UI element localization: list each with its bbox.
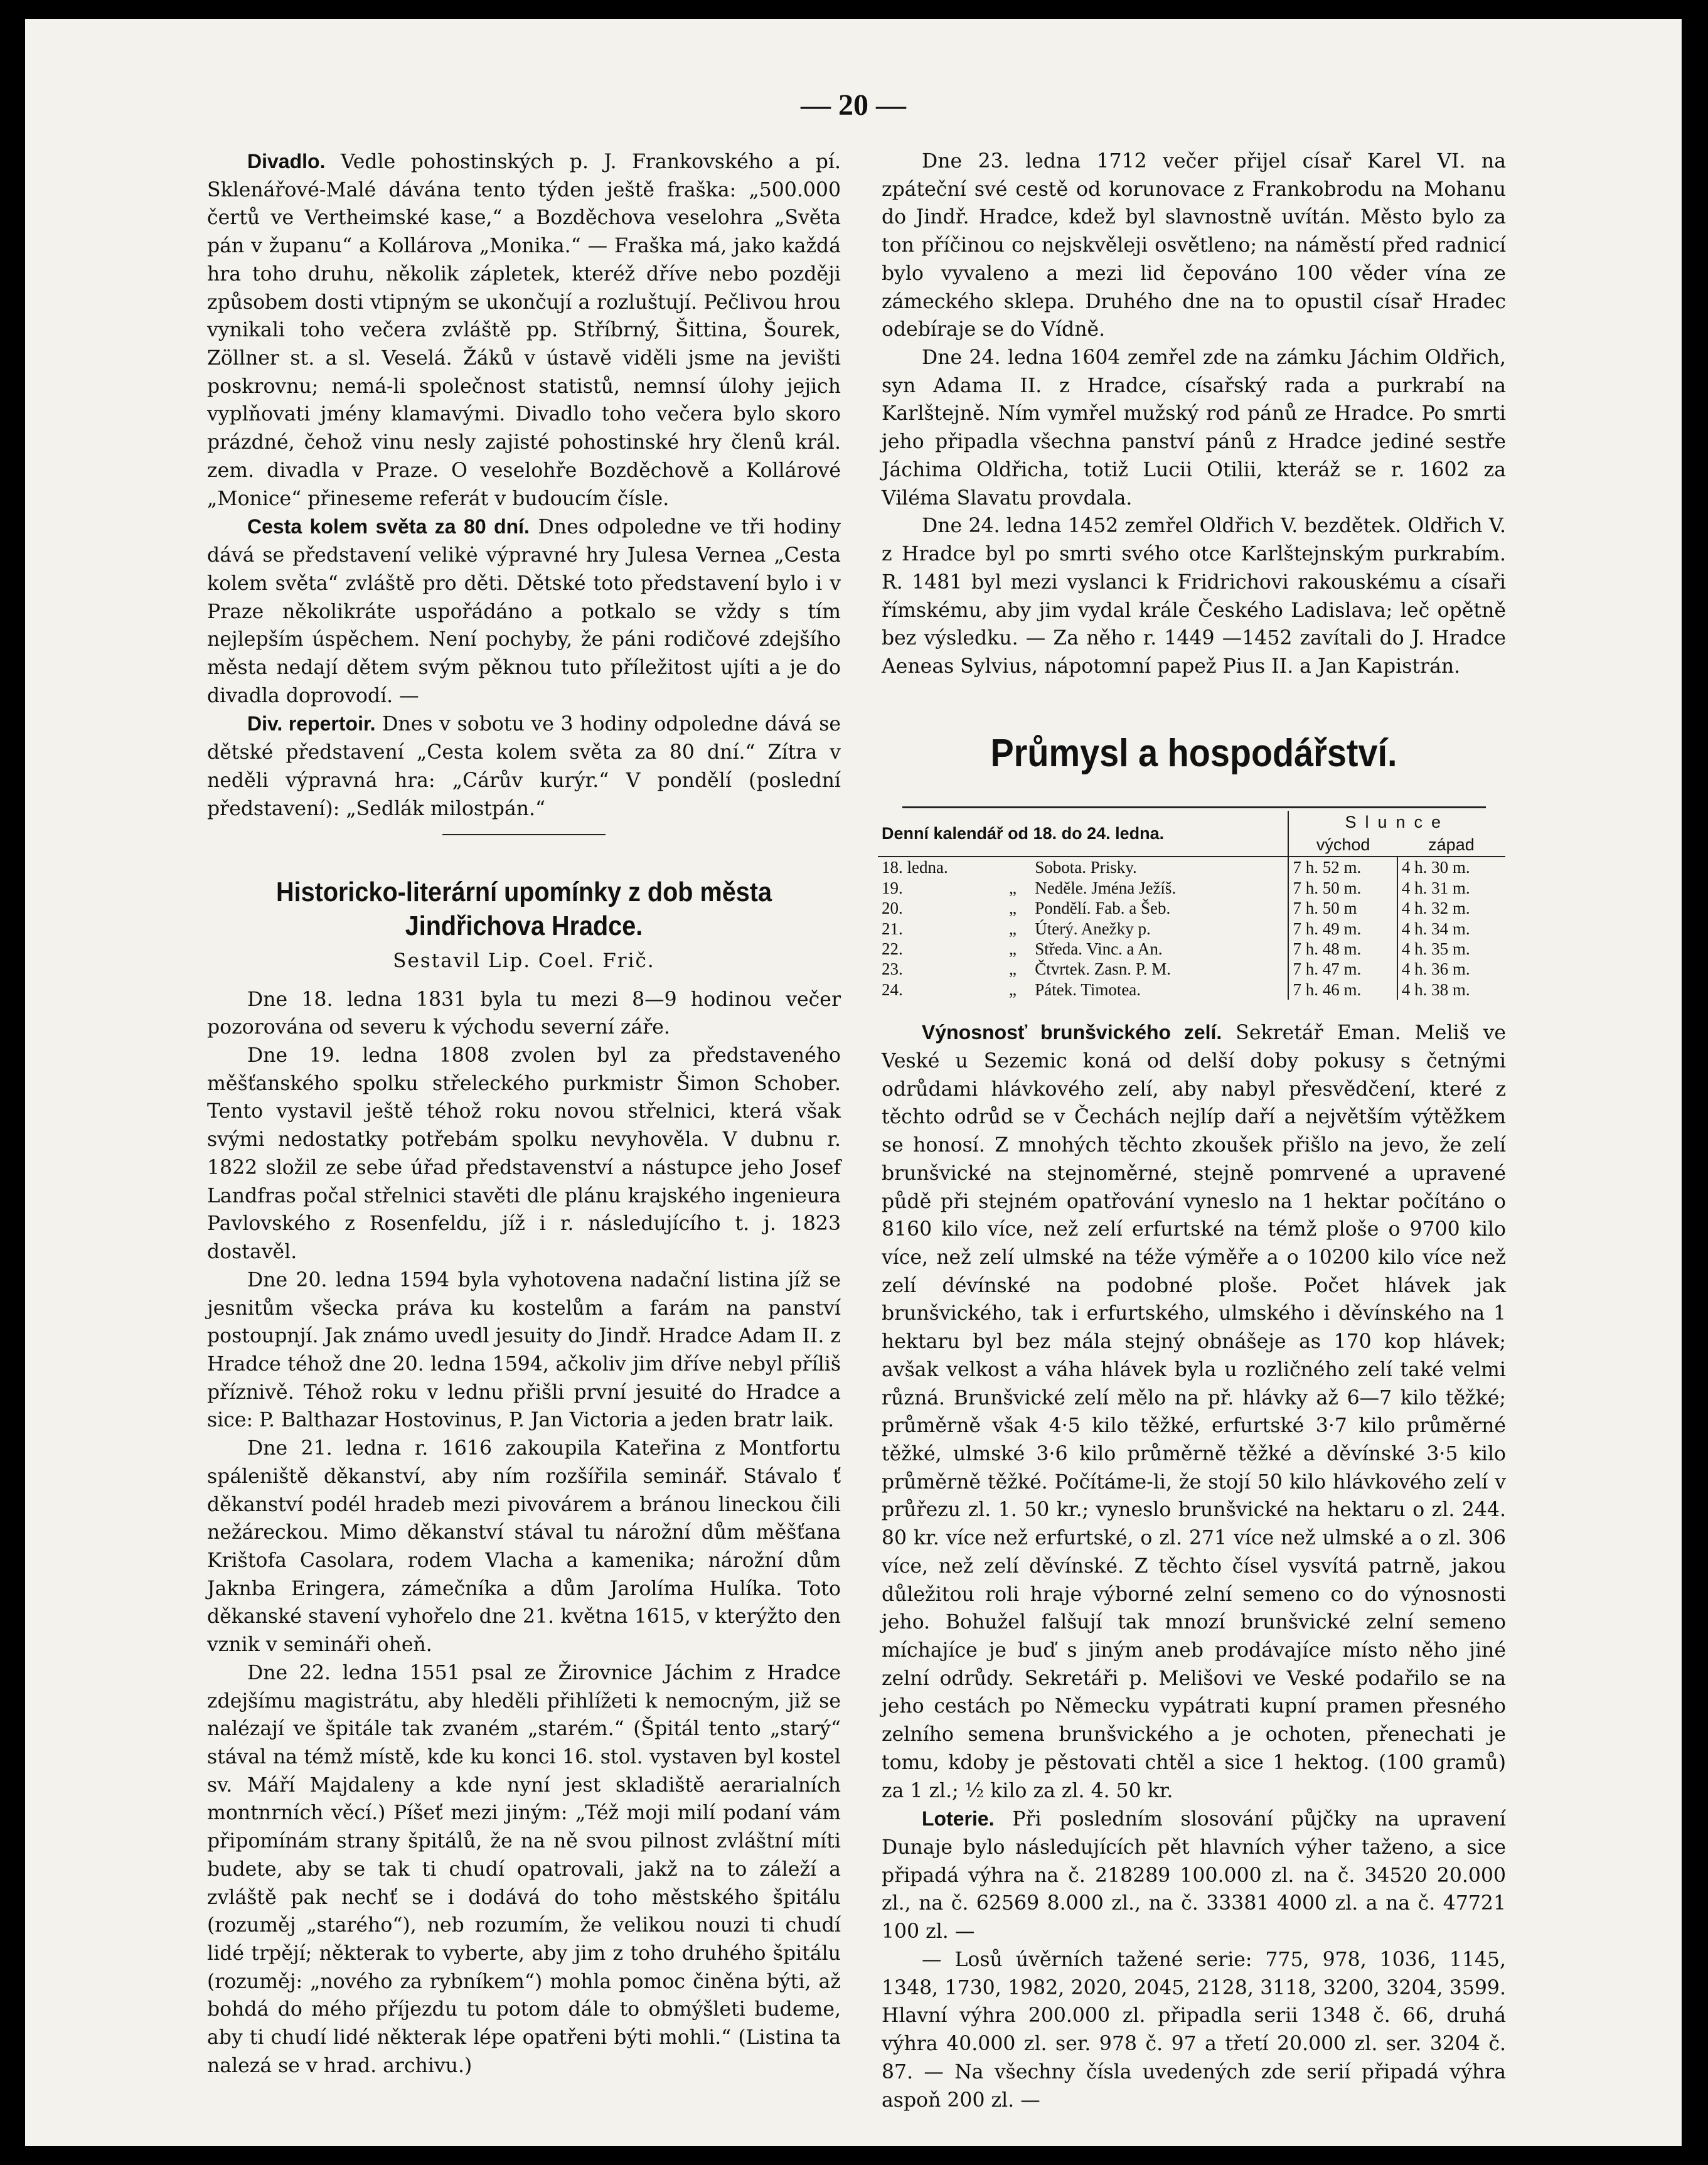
calendar-name: Pondělí. Fab. a Šeb. [1035,899,1171,918]
calendar-sunset: 4 h. 35 m. [1397,939,1505,959]
calendar-day: 22. [882,939,903,959]
theatre-text: Vedle pohostinských p. J. Frankovského a pí. Sklenářové-Malé dávána tento týden ještě fraška: „500.000 čertů ve Vertheimské kase,“ a Bozděchova veselohra „Světa pán v županu“ a Kollárova „Monika.“ — Fraška má, jako každá hra toho druhu, několik zápletek, kteréž dříve nebo později způsobem dosti vtipným se ukončují a rozluštují. Pečlivou hrou vynikali toho večera zvláště pp. Stříbrný, Šittina, Šourek, Zöllner st. a sl. Veselá. Žáků v ústavě viděli jsme na jevišti poskrovnu; nemá-li společnost statistů, nemnsí úlohy jejich vyplňovati jmény klamavými. Divadlo toho večera bylo skoro prázdné, čehož vinu nesly zajisté pohostinské hry členů král. zem. divadla v Praze. O veselohře Bozděchově a Kollárové „Monice“ přineseme referát v budoucím čísle. [207,151,841,510]
calendar-sunrise-header: východ [1288,833,1397,857]
calendar-ditto: „ [1008,899,1017,918]
calendar-ditto: „ [1008,960,1017,979]
left-column [207,147,841,2080]
calendar-name: Čtvrtek. Zasn. P. M. [1035,960,1172,979]
calendar-sunrise: 7 h. 48 m. [1288,939,1397,959]
calendar-sunset: 4 h. 31 m. [1397,878,1505,898]
calendar-name: Sobota. Prisky. [1035,858,1137,877]
lottery-text: Při posledním slosování půjčky na upravení Dunaje bylo následujících pět hlavních výher taženo, a sice připadá výhra na č. 218289 100.000 zl. na č. 34520 20.000 zl., na č. 62569 8.000 zl., na č. 33381 4000 zl. a na č. 47721 100 zl. — [882,1808,1506,1943]
calendar-row [878,919,1505,939]
calendar-row [878,898,1505,918]
history-byline: Sestavil Lip. Coel. Frič. [393,949,655,972]
right-column [882,147,1506,2114]
verne-text: Dnes odpoledne ve tři hodiny dává se představení velikė výpravné hry Julesa Vernea „Cesta kolem světa“ zvláště pro děti. Dětské toto představení bylo i v Praze několikráte uspořádáno a potkalo se vždy s tím nejlepším úspěchem. Není pochyby, že páni rodičové zdejšího města nedají dětem svým pěknou tuto příležitost ujíti a je do divadla doprovodí. — [207,516,841,707]
calendar-sunset: 4 h. 36 m. [1397,959,1505,979]
history-entry: Dne 22. ledna 1551 psal ze Žirovnice Jáchim z Hradce zdejšímu magistrátu, aby hleděli přihlížeti k nemocným, již se nalézají ve špitále tak zvaném „starém.“ (Špitál tento „starý“ stával na témž místě, kde ku konci 16. stol. vystaven byl kostel sv. Máří Majdaleny a kde nyní jest skladiště aerarialních montnrních věcí.) Píšeť mezi jiným: „Též moji milí podaní vám připomínám strany špitálů, že na ně svou pilnost zvláštní míti budete, aby se tak ti chudí opatrovali, jakž na to záleží a zvláště pak nechť se i dodává do toho městského špitálu (rozuměj „starého“), neb rozumím, že velikou nouzi ti chudí lidé trpějí; některak to vyberte, aby jim z toho druhého špitálu (rozuměj: „nového za rybníkem“) mohla pomoc činěna býti, až bohdá do mého příjezdu tu potom dále to obmýšleti budeme, aby ti chudí lidé některak lépe opatřeni býti mohli.“ (Listina ta nalezá se v hrad. archivu.) [207,1661,841,2077]
calendar-row [878,959,1505,979]
newspaper-page [25,19,1682,2146]
calendar-ditto: „ [1008,939,1017,959]
calendar-name: Středa. Vinc. a An. [1035,939,1163,959]
calendar-sunset: 4 h. 30 m. [1397,857,1505,877]
calendar-row [878,980,1505,1000]
history-entry: Dne 23. ledna 1712 večer přijel císař Karel VI. na zpáteční své cestě od korunovace z Frankobrodu na Mohanu do Jindř. Hradce, kdež byl slavnostně uvítán. Město bylo za ton příčinou co nejskvěleji osvětleno; na náměstí před radnicí bylo vyvaleno a mezi lid čepováno 100 věder vína ze zámeckého sklepa. Druhého dne na to opustil císař Hradec odebíraje se do Vídně. [882,150,1506,341]
calendar-ditto [1005,857,1031,877]
repertoire-text: Dnes v sobotu ve 3 hodiny odpoledne dává se dětské představení „Cesta kolem světa za 80 dní.“ Zítra v neděli výpravná hra: „Cárův kurýr.“ V pondělí (poslední představení): „Sedlák milostpán.“ [207,713,841,820]
calendar-day: 20. [882,899,903,918]
calendar-name: Neděle. Jména Ježíš. [1035,878,1177,897]
calendar-sunset: 4 h. 32 m. [1397,898,1505,918]
calendar-ditto: „ [1008,878,1017,897]
daily-calendar-table [878,811,1505,1000]
calendar-sunrise: 7 h. 49 m. [1288,919,1397,939]
history-entry: Dne 18. ledna 1831 byla tu mezi 8—9 hodinou večer pozorována od severu k východu severní záře. [207,988,841,1039]
calendar-row [878,878,1505,898]
calendar-sunrise: 7 h. 52 m. [1288,857,1397,877]
page-number: — 20 — [801,88,906,122]
cabbage-paragraph [882,1018,1506,1805]
separator-rule [442,834,606,835]
calendar-row [878,939,1505,959]
calendar-title: Denní kalendář od 18. do 24. ledna. [878,811,1288,857]
theatre-paragraph [207,147,841,513]
calendar-sunset-header: západ [1397,833,1505,857]
calendar-name: Úterý. Anežky p. [1035,919,1151,938]
calendar-day: 18. ledna. [882,858,948,877]
lottery-paragraph-2: — Losů úvěrních tažené serie: 775, 978, 1036, 1145, 1348, 1730, 1982, 2020, 2045, 2128, 3118, 3200, 3204, 3599. Hlavní výhra 200.000 zl. připadla serii 1348 č. 66, druhá výhra 40.000 zl. ser. 978 č. 97 a třetí 20.000 zl. ser. 3204 č. 87. — Na všechny čísla uvedených zde serií připadá výhra aspoň 200 zl. — [882,1948,1506,2112]
repertoire-heading: Div. repertoir. [247,712,376,735]
repertoire-paragraph [207,710,841,823]
calendar-top-rule [902,806,1486,808]
history-entry: Dne 24. ledna 1452 zemřel Oldřich V. bezdětek. Oldřich V. z Hradce byl po smrti svého otce Karlštejnským purkrabím. R. 1481 byl mezi vyslanci k Fridrichovi rakouskému a císaři římskému, aby jim vydal krále Českého Ladislava; leč opětně bez výsledku. — Za něho r. 1449 —1452 zavítali do J. Hradce Aeneas Sylvius, nápotomní papež Pius II. a Jan Kapistrán. [882,515,1506,678]
calendar-sunset: 4 h. 34 m. [1397,919,1505,939]
calendar-day: 21. [882,919,903,938]
calendar-sunrise: 7 h. 50 m. [1288,878,1397,898]
history-entry: Dne 24. ledna 1604 zemřel zde na zámku Jáchim Oldřich, syn Adama II. z Hradce, císařský rada a purkrabí na Karlštejně. Ním vymřel mužský rod pánů ze Hradce. Po smrti jeho připadla všechna panství pánů z Hradce jediné sestře Jáchima Oldřicha, totiž Lucii Otilii, kteráž se r. 1602 za Viléma Slavatu provdala. [882,346,1506,510]
history-entry: Dne 19. ledna 1808 zvolen byl za představeného měšťanského spolku střeleckého purkmistr Šimon Schober. Tento vystavil ještě téhož roku novou střelnici, která však svými nedostatky potřebám spolku nevyhověla. V dubnu r. 1822 složil ze sebe úřad představenství a nástupce jeho Josef Landfras počal střelnici stavěti dle plánu krajského ingenieura Pavlovského z Rosenfeldu, jíž i r. následujícího t. j. 1823 dostavěl. [207,1044,841,1264]
verne-paragraph [207,513,841,710]
calendar-day: 19. [882,878,903,897]
calendar-sunrise: 7 h. 47 m. [1288,959,1397,979]
calendar-sunrise: 7 h. 46 m. [1288,980,1397,1000]
history-entry: Dne 20. ledna 1594 byla vyhotovena nadační listina jíž se jesnitům všecka práva ku kostelům a farám na panství postoupnjí. Jak známo uvedl jesuity do Jindř. Hradce Adam II. z Hradce téhož dne 20. ledna 1594, ačkoliv jim dříve nebyl příliš příznivě. Téhož roku v lednu přišli první jesuité do Hradce a sice: P. Balthazar Hostovinus, P. Jan Victoria a jeden bratr laik. [207,1268,841,1432]
calendar-sun-header: Slunce [1288,811,1505,833]
theatre-heading: Divadlo. [247,150,326,173]
lottery-paragraph [882,1805,1506,1946]
cabbage-text: Sekretář Eman. Meliš ve Veské u Sezemic koná od delší doby pokusy s četnými odrůdami hlávkového zelí, aby nabyl přesvědčení, které z těchto odrůd se v Čechách nejlíp daří a největším výtěžkem se honosí. Z mnohých těchto zkoušek přišlo na jevo, že zelí brunšvické na stejnoměrné, stejně pomrvené a upravené půdě při stejném opatřování vyneslo na 1 hektar počítáno o 8160 kilo více, než zelí erfurtské na témž ploše o 9700 kilo více, než zelí ulmské na téže výměře a o 10200 kilo více než zelí dévínské na podobné ploše. Počet hlávek jak brunšvického, tak i erfurtského, ulmského i děvínského na 1 hektaru byl bez mála stejný obnášeje as 170 kop hlávek; avšak velkost a váha hlávek byla u rozličného zelí také velmi různá. Brunšvické zelí mělo na př. hlávky až 6—7 kilo těžké; průměrně však 4·5 kilo těžké, erfurtské 3·7 kilo průměrné těžké, ulmské 3·6 kilo průměrně těžké a děvínské 3·5 kilo průměrně těžké. Počítáme-li, že stojí 50 kilo hlávkového zelí v průřezu zl. 1. 50 kr.; vyneslo brunšvické na hektaru o zl. 244. 80 kr. více než erfurtské, o zl. 271 více než ulmské a o zl. 306 více, než zelí děvínské. Z těchto čísel vysvítá patrně, jakou důležitou roli hraje výborné zelní semeno co do výnosnosti jeho. Bohužel falšují tak mnozí brunšvické zelní semeno míchajíce je buď s jiným aneb prodávajíce místo něho jiné zelní odrůdy. Sekretáři p. Melišovi ve Veské podařilo se na jeho cestách po Německu vypátrati kupní pramen přesného zelního semena brunšvického a je ochoten, přenechati je tomu, kdoby je pěstovati chtěl a sice 1 hektog. (100 gramů) za 1 zl.; ⅟₂ kilo za zl. 4. 50 kr. [882,1022,1507,1802]
lottery-heading: Loterie. [922,1807,995,1831]
calendar-day: 24. [882,980,903,999]
history-entry: Dne 21. ledna r. 1616 zakoupila Kateřina z Montfortu spáleniště děkanství, aby ním rozšířila seminář. Stávalo ť děkanství podél hradeb mezi pivovárem a bránou lineckou čili nežáreckou. Mimo děkanství stával tu nárožní dům měšťana Krištofa Casolara, rodem Vlacha a kamenika; nárožní dům Jaknba Eringera, zámečníka a dům Jarolíma Hulíka. Toto děkanské stavení vyhořelo dne 21. května 1615, v kterýžto den vznik v semináři oheň. [207,1437,841,1657]
calendar-ditto: „ [1008,980,1017,999]
history-section-title: Historicko-literární upomínky z dob města Jindřichova Hradce. [276,877,772,941]
industry-section-title: Průmysl a hospodářství. [990,731,1397,775]
calendar-row [878,857,1505,877]
verne-heading: Cesta kolem světa za 80 dní. [247,515,530,538]
calendar-day: 23. [882,960,903,979]
cabbage-heading: Výnosnosť brunšvického zelí. [922,1021,1222,1044]
calendar-name: Pátek. Timotea. [1035,980,1141,999]
calendar-ditto: „ [1008,919,1017,938]
calendar-sunset: 4 h. 38 m. [1397,980,1505,1000]
calendar-sunrise: 7 h. 50 m [1288,898,1397,918]
